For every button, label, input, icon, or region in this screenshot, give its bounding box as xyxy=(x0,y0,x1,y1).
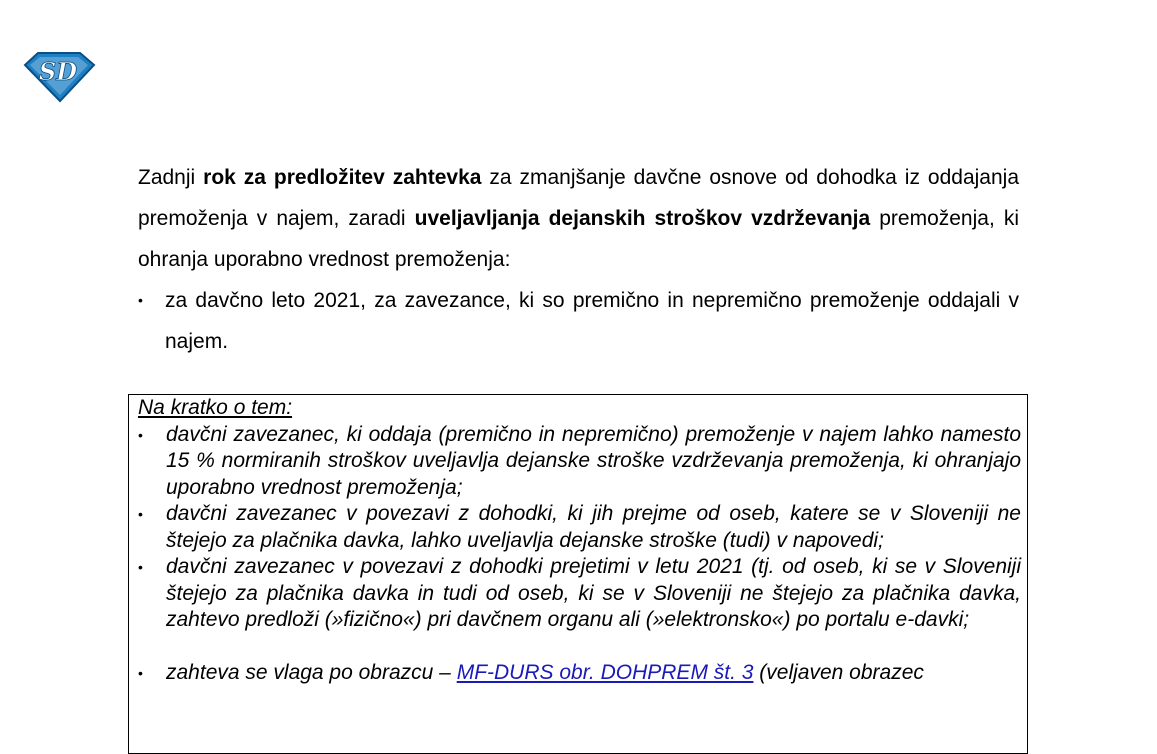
list-item xyxy=(138,280,1019,362)
intro-list xyxy=(138,280,1019,362)
intro-paragraph xyxy=(138,157,1019,280)
list-item-text: za davčno leto 2021, za zavezance, ki so premično in nepremično premoženje oddajali v najem. xyxy=(165,289,1019,353)
box-title: Na kratko o tem: xyxy=(138,396,293,419)
summary-list xyxy=(138,422,1021,634)
bullet-icon: • xyxy=(138,292,143,308)
list-item-text-suffix: (veljaven obrazec xyxy=(753,661,924,684)
bullet-icon: • xyxy=(138,665,143,681)
logo xyxy=(22,49,96,103)
summary-list-continued xyxy=(138,660,1021,687)
intro-bold-2: uveljavljanja dejanskih stroškov vzdrževanja xyxy=(414,207,871,230)
svg-text:SD: SD xyxy=(38,57,78,86)
list-item-text: davčni zavezanec, ki oddaja (premično in nepremično) premoženje v najem lahko namesto 15 % normiranih stroškov uveljavlja dejanske stroške vzdrževanja premoženja, ki ohranjajo uporabno vrednost premoženja; xyxy=(166,422,1021,499)
intro-section xyxy=(138,157,1019,362)
intro-bold-1: rok za predložitev zahtevka xyxy=(203,166,482,189)
list-item xyxy=(138,422,1021,502)
summary-box xyxy=(128,394,1028,754)
list-item xyxy=(138,501,1021,554)
spacer xyxy=(138,634,1021,661)
intro-text-1: Zadnji xyxy=(138,166,204,189)
intro-text-2: za zmanjšanje davčne osnove od dohodka iz oddajanja premoženja v najem, zaradi xyxy=(138,166,1020,230)
list-item xyxy=(138,554,1021,634)
intro-text-3: premoženja, ki ohranja uporabno vrednost premoženja: xyxy=(138,207,1019,271)
form-link[interactable]: MF-DURS obr. DOHPREM št. 3 xyxy=(456,661,754,684)
list-item-text: davčni zavezanec v povezavi z dohodki, ki jih prejme od oseb, katere se v Sloveniji ne štejejo za plačnika davka, lahko uveljavlja dejanske stroške (tudi) v napovedi; xyxy=(166,502,1021,552)
bullet-icon: • xyxy=(138,426,143,443)
sd-logo-icon xyxy=(22,49,96,103)
list-item-text: davčni zavezanec v povezavi z dohodki prejetimi v letu 2021 (tj. od oseb, ki se v Sloveniji štejejo za plačnika davka in tudi od oseb, ki se v Sloveniji ne štejejo za plačnika davka, zahtevo predloži (»fizično«) pri davčnem organu ali (»elektronsko«) po portalu e-davki; xyxy=(166,555,1021,631)
list-item-text: zahteva se vlaga po obrazcu – xyxy=(166,661,457,684)
bullet-icon: • xyxy=(138,559,143,575)
bullet-icon: • xyxy=(138,506,143,522)
list-item xyxy=(138,660,1021,687)
